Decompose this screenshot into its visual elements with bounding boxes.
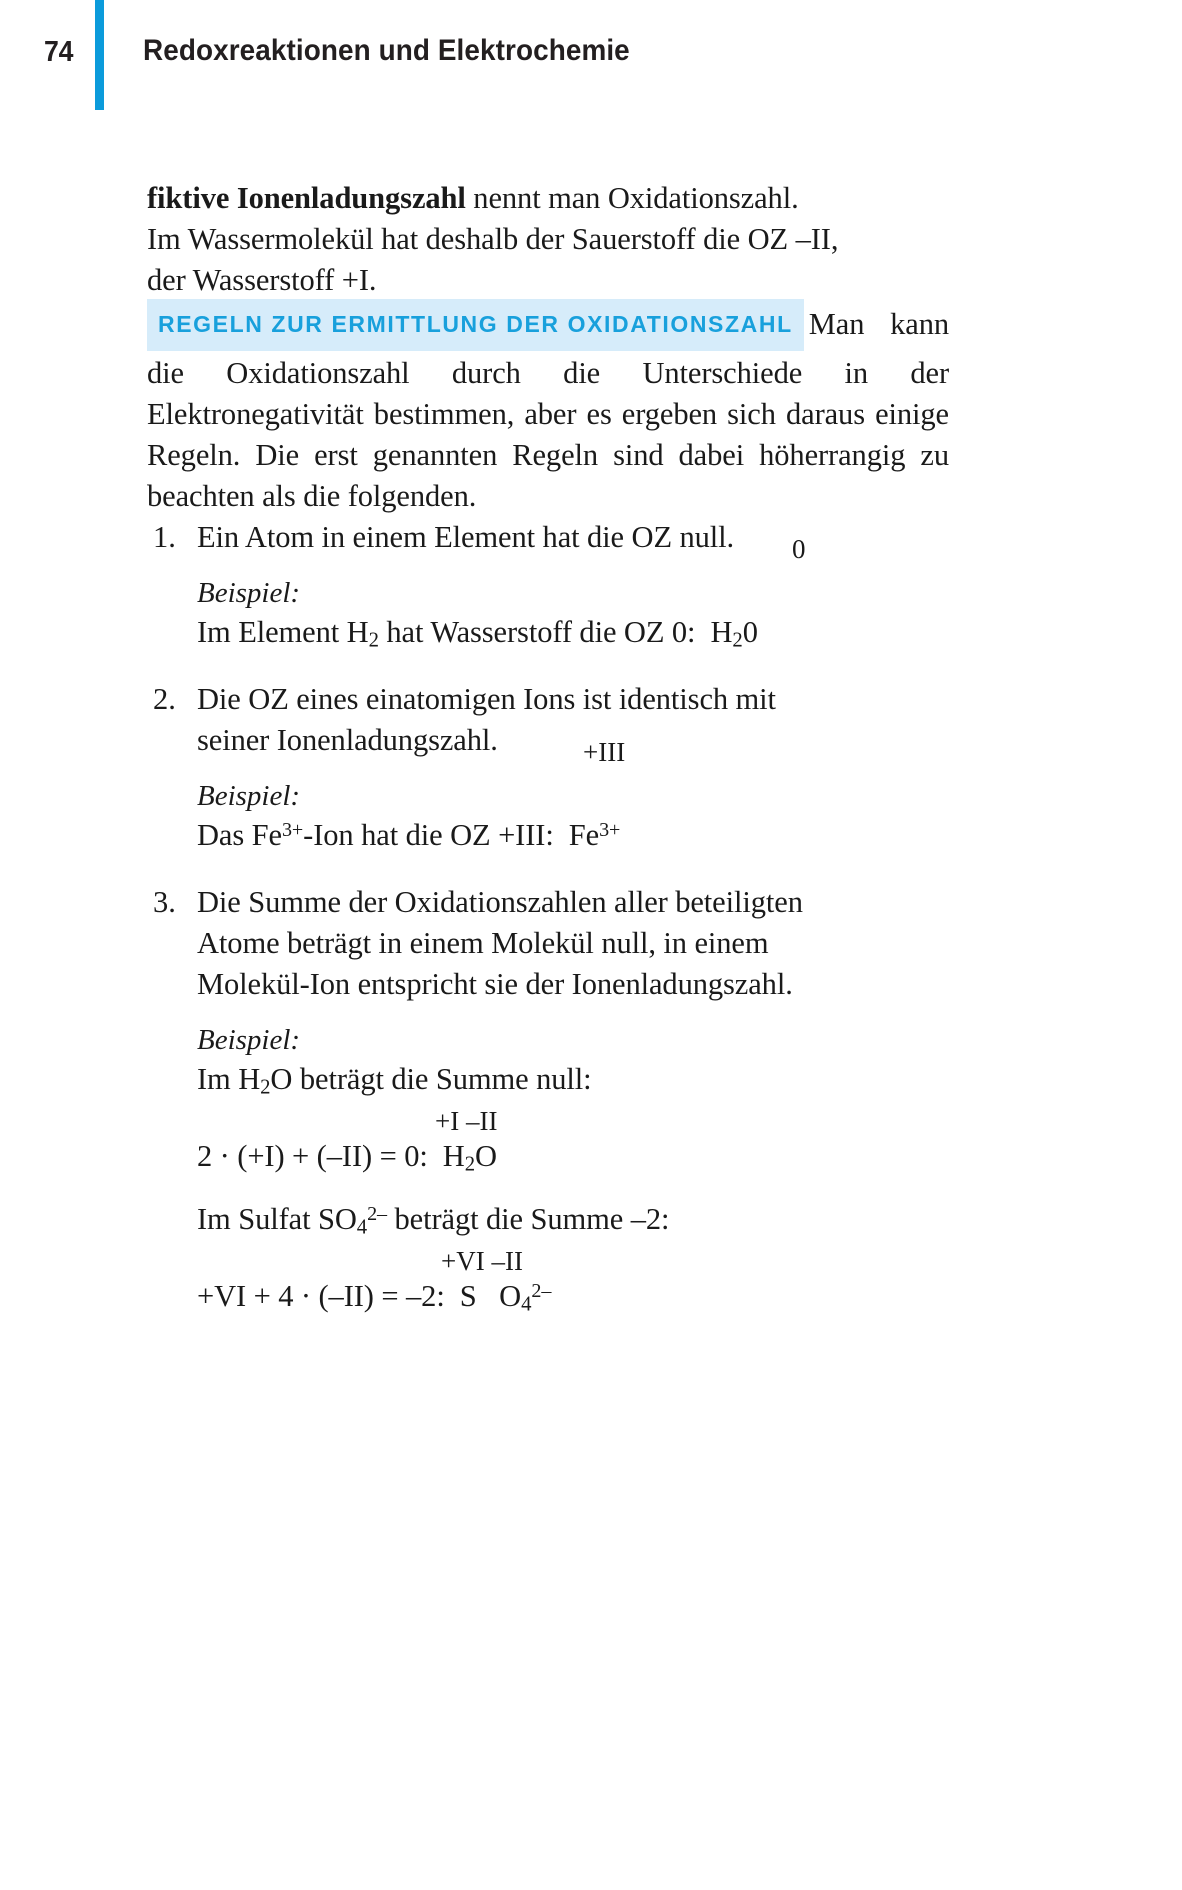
example-label-2: Beispiel:: [197, 780, 301, 812]
intro-paragraph: [147, 178, 949, 301]
water-sentence-before: Im H: [197, 1062, 261, 1096]
example-1-sub1: 2: [368, 629, 379, 652]
sulfate-eq-sup: 2–: [531, 1279, 552, 1302]
water-ox-row: [197, 1100, 949, 1136]
rule-3-line1: Die Summe der Oxidationszahlen aller beteiligten: [197, 885, 803, 919]
callout-tag: REGELN ZUR ERMITTLUNG DER OXIDATIONSZAHL: [147, 299, 804, 351]
rule-3-line2: Atome beträgt in einem Molekül null, in einem: [197, 926, 769, 960]
water-sub: 2: [260, 1076, 271, 1099]
rule-text-3: [197, 882, 949, 1005]
rule-2-line2: seiner Ionenladungszahl.: [197, 723, 498, 757]
oxidation-number-over-2: +III: [583, 737, 626, 767]
callout-body: Man kann die Oxidationszahl durch die Unterschiede in der Elektronegativität bestimmen, aber es ergeben sich daraus einige Regeln. Die erst genannten Regeln sind dabei höherrangig zu beachten als die folgenden.: [147, 307, 949, 513]
example-3-sulfate-equation: [197, 1276, 949, 1317]
sulfate-sentence-after: beträgt die Summe –2:: [386, 1202, 670, 1236]
example-2-text-mid: -Ion hat die OZ +III: Fe: [303, 818, 600, 852]
example-3-water-equation: [197, 1136, 949, 1177]
rule-number-2: 2.: [153, 682, 176, 716]
sulfate-sub: 4: [356, 1216, 368, 1239]
header-accent-bar: [95, 0, 104, 110]
oxidation-number-over-water: +I –II: [435, 1106, 498, 1136]
text-column: [147, 178, 949, 1343]
rule-number-1: 1.: [153, 520, 176, 554]
water-eq-after: O: [475, 1139, 497, 1173]
page-number: 74: [44, 36, 74, 68]
rule-text-1: Ein Atom in einem Element hat die OZ null.: [197, 520, 735, 554]
sulfate-ox-row: [197, 1240, 949, 1276]
water-sentence-after: O beträgt die Summe null:: [270, 1062, 592, 1096]
intro-line2: Im Wassermolekül hat deshalb der Sauerstoff die OZ –II,: [147, 222, 839, 256]
page-title: Redoxreaktionen und Elektrochemie: [143, 34, 630, 67]
example-2-sup1: 3+: [281, 818, 304, 841]
running-head: [0, 0, 1182, 112]
rule-item-2: [147, 679, 949, 856]
example-1-text-mid: hat Wasserstoff die OZ 0: H: [378, 615, 733, 649]
rule-3-line3: Molekül-Ion entspricht sie der Ionenladungszahl.: [197, 967, 793, 1001]
rule-number-3: 3.: [153, 885, 176, 919]
sulfate-sup: 2–: [367, 1202, 387, 1225]
callout-paragraph: [147, 301, 949, 517]
example-1-text-before: Im Element H: [197, 615, 369, 649]
rules-list: [147, 517, 949, 1317]
rule-text-2: [197, 679, 949, 761]
rule-item-1: [147, 517, 949, 653]
intro-lead-bold: fiktive Ionenladungszahl: [147, 181, 466, 215]
intro-rest-line1: nennt man Oxidationszahl.: [465, 181, 799, 215]
rule-2-line1: Die OZ eines einatomigen Ions ist identisch mit: [197, 682, 776, 716]
sulfate-sentence-before: Im Sulfat SO: [197, 1202, 357, 1236]
example-label-1: Beispiel:: [197, 577, 301, 609]
oxidation-number-over-1: 0: [792, 534, 806, 564]
example-1-sub2: 2: [732, 629, 743, 652]
oxidation-number-over-sulfate: +VI –II: [441, 1246, 523, 1276]
example-3-sulfate-sentence: [197, 1199, 949, 1240]
sulfate-eq-before: +VI + 4 · (–II) = –2: S: [197, 1279, 477, 1313]
example-block-3: [197, 1021, 949, 1317]
example-line-1: [197, 612, 949, 653]
water-eq-before: 2 · (+I) + (–II) = 0: H: [197, 1139, 465, 1173]
sulfate-eq-sub: 4: [521, 1293, 532, 1316]
example-line-2: [197, 815, 949, 856]
water-eq-sub: 2: [464, 1153, 475, 1176]
sulfate-eq-mid: O: [476, 1279, 522, 1313]
example-label-3: Beispiel:: [197, 1024, 301, 1056]
example-3-water-sentence: [197, 1059, 949, 1100]
rule-item-3: [147, 882, 949, 1317]
example-2-sup2: 3+: [599, 818, 621, 841]
intro-line3: der Wasserstoff +I.: [147, 263, 377, 297]
example-2-text-before: Das Fe: [197, 818, 282, 852]
example-1-text-after: 0: [742, 615, 758, 649]
